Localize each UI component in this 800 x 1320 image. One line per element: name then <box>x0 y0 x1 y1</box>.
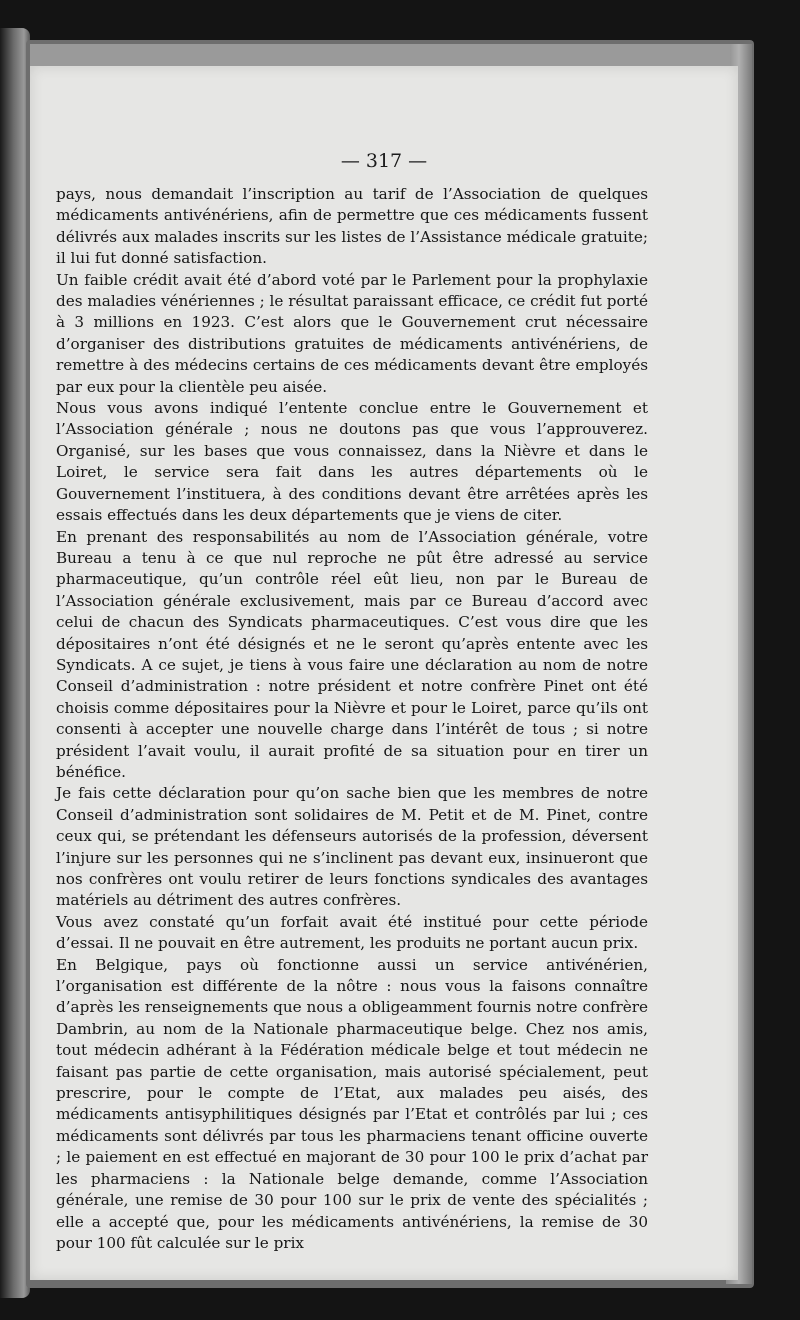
book-page <box>30 66 738 1280</box>
paragraph: En prenant des responsabilités au nom de l’Association générale, votre Bureau a tenu à ce que nul reproche ne pût être adressé au service pharmaceutique, qu’un contrôle réel eût lieu, non par le Bureau de l’Association générale exclusivement, mais par ce Bureau d’accord avec celui de chacun des Syndicats pharmaceutiques. C’est vous dire que les dépositaires n’ont été désignés et ne le seront qu’après entente avec les Syndicats. A ce sujet, je tiens à vous faire une déclaration au nom de notre Conseil d’administration : notre président et notre confrère Pinet ont été choisis comme dépositaires pour la Nièvre et pour le Loiret, parce qu’ils ont consenti à accepter une nouvelle charge dans l’intérêt de tous ; si notre président l’avait voulu, il aurait profité de sa situation pour en tirer un bénéfice. <box>56 527 648 781</box>
page-top-band <box>30 44 730 66</box>
page-number: — 317 — <box>340 150 428 172</box>
paragraph: pays, nous demandait l’inscription au tarif de l’Association de quelques médicaments antivénériens, afin de permettre que ces médicaments fussent délivrés aux malades inscrits sur les listes de l’Assistance médicale gratuite; il lui fut donné satisfaction. <box>56 185 648 268</box>
body-text <box>56 184 648 1254</box>
paragraph: En Belgique, pays où fonctionne aussi un service antivénérien, l’organisation est différente de la nôtre : nous vous la faisons connaître d’après les renseignements que nous a obligeamment fournis notre confrère Dambrin, au nom de la Nationale pharmaceutique belge. Chez nos amis, tout médecin adhérant à la Fédération médicale belge et tout médecin ne faisant pas partie de cette organisation, mais autorisé spécialement, peut prescrire, pour le compte de l’Etat, aux malades peu aisés, des médicaments antisyphilitiques désignés par l’Etat et contrôlés par lui ; ces médicaments sont délivrés par tous les pharmaciens tenant officine ouverte ; le paiement en est effectué en majorant de 30 pour 100 le prix d’achat par les pharmaciens : la Nationale belge demande, comme l’Association générale, une remise de 30 pour 100 sur le prix de vente des spécialités ; elle a accepté que, pour les médicaments antivénériens, la remise de 30 pour 100 fût calculée sur le prix <box>56 955 648 1252</box>
paragraph: Nous vous avons indiqué l’entente conclue entre le Gouvernement et l’Association générale ; nous ne doutons pas que vous l’approuverez. Organisé, sur les bases que vous connaissez, dans la Nièvre et dans le Loiret, le service sera fait dans les autres départements où le Gouvernement l’instituera, à des conditions devant être arrêtées après les essais effectués dans les deux départements que je viens de citer. <box>56 399 648 525</box>
paragraph: Un faible crédit avait été d’abord voté par le Parlement pour la prophylaxie des maladies vénériennes ; le résultat paraissant efficace, ce crédit fut porté à 3 millions en 1923. C’est alors que le Gouvernement crut nécessaire d’organiser des distributions gratuites de médicaments antivénériens, de remettre à des médecins certains de ces médicaments devant être employés par eux pour la clientèle peu aisée. <box>56 270 648 396</box>
paragraph: Je fais cette déclaration pour qu’on sache bien que les membres de notre Conseil d’administration sont solidaires de M. Petit et de M. Pinet, contre ceux qui, se prétendant les défenseurs autorisés de la profession, déversent l’injure sur les personnes qui ne s’inclinent pas devant eux, insinueront que nos confrères ont voulu retirer de leurs fonctions syndicales des avantages matériels au détriment des autres confrères. <box>56 784 648 910</box>
paragraph: Vous avez constaté qu’un forfait avait été institué pour cette période d’essai. Il ne pouvait en être autrement, les produits ne portant aucun prix. <box>56 912 648 953</box>
